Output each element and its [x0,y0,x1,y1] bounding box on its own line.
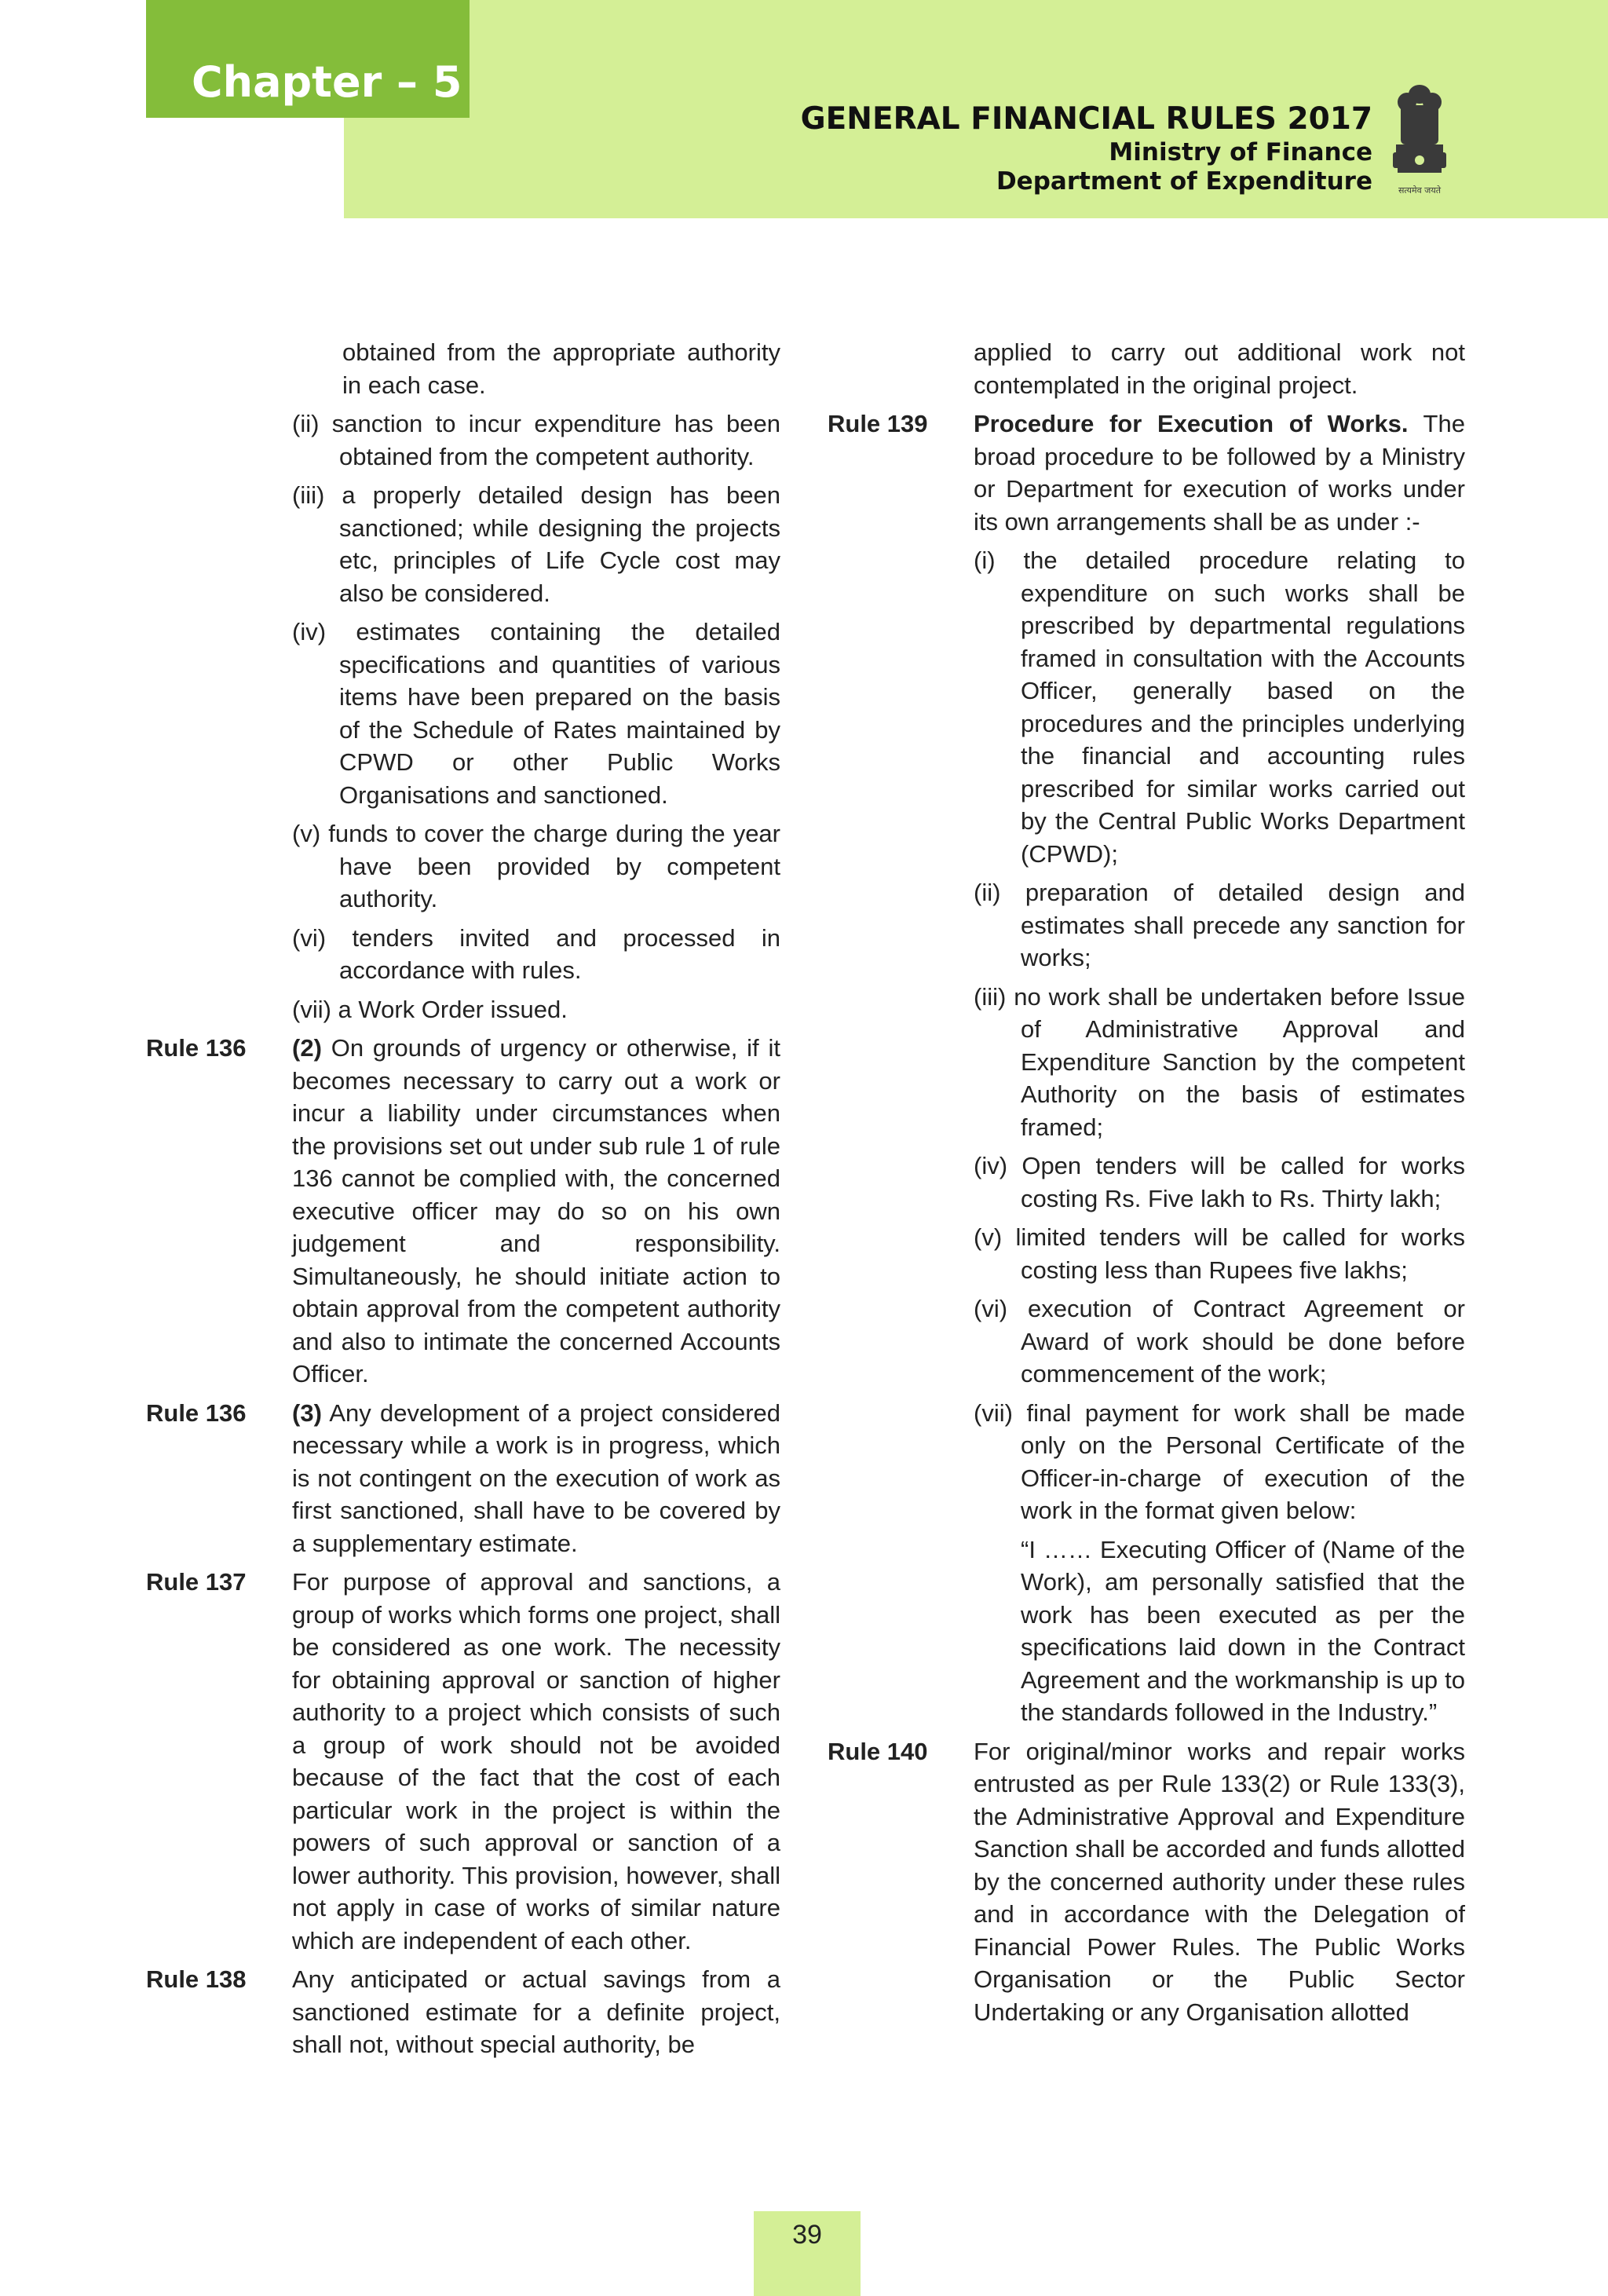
rule-text: Any anticipated or actual savings from a sanctioned estimate for a definite project, shall not, without special authority, be [292,1965,780,2058]
rule-subnumber: (3) [292,1398,322,1427]
rule-136-3 [146,1397,780,1560]
left-column [146,336,780,2061]
rule-136-2 [146,1032,780,1391]
rule-label: Rule 137 [146,1568,247,1596]
rule-text: For purpose of approval and sanctions, a group of works which forms one project, shall be considered as one work. The necessity for obtaining approval or sanction of higher authority to a project which consists of such a group of work should not be avoided because of the fact that the cost of each particular work in the project is within the powers of such approval or sanction of a lower authority. This provision, however, shall not apply in case of works of similar nature which are independent of each other. [292,1568,780,1954]
right-column [828,336,1465,2028]
list-item: (ii) preparation of detailed design and estimates shall precede any sanction for works; [974,879,1465,971]
document-title: GENERAL FINANCIAL RULES 2017 [800,101,1372,137]
rule-body-text: Any development of a project considered necessary while a work is in progress, which is not contingent on the execution of work as first sanctioned, shall have to be covered by a supplementary estimate. [292,1398,780,1557]
list-item: (vi) tenders invited and processed in accordance with rules. [292,923,780,984]
rule-label: Rule 136 [146,1398,247,1427]
list-item: (v) funds to cover the charge during the year have been provided by competent authority. [292,820,780,912]
rule-text: For original/minor works and repair works entrusted as per Rule 133(2) or Rule 133(3), the Administrative Approval and Expenditure Sanction shall be accorded and funds allotted by the concerned authority under these rules and in accordance with the Delegation of Financial Power Rules. The Public Works Organisation or the Public Sector Undertaking or any Organisation allotted [974,1737,1465,2026]
rule-label: Rule 138 [146,1965,247,1993]
rule-label: Rule 139 [828,410,928,437]
list-item: (v) limited tenders will be called for works costing less than Rupees five lakhs; [974,1223,1465,1284]
list-item: (vii) a Work Order issued. [292,995,568,1023]
rule-body-text: The broad procedure to be followed by a Ministry or Department for execution of works under its own arrangements shall be as under :- [974,410,1465,536]
rule-138 [146,1963,780,2061]
list-item: (iii) no work shall be undertaken before Issue of Administrative Approval and Expenditure Sanction by the competent Authority on the basis of estimates framed; [974,982,1465,1141]
rule-140 [828,1735,1465,2029]
list-item: (vi) execution of Contract Agreement or Award of work should be done before commencement of the work; [974,1295,1465,1387]
rule-label: Rule 140 [828,1737,928,1765]
rule-139 [828,408,1465,538]
list-item: (ii) sanction to incur expenditure has been obtained from the competent authority. [292,410,780,470]
rule-label: Rule 136 [146,1034,247,1062]
list-item: (iii) a properly detailed design has been sanctioned; while designing the projects etc, principles of Life Cycle cost may also be considered. [292,481,780,607]
list-item: (iv) estimates containing the detailed specifications and quantities of various items have been prepared on the basis of the Schedule of Rates maintained by CPWD or other Public Works Organisations and sanctioned. [292,618,780,809]
page-number: 39 [754,2211,861,2296]
list-item: (iv) Open tenders will be called for works costing Rs. Five lakh to Rs. Thirty lakh; [974,1152,1465,1212]
list-item: (vii) final payment for work shall be made only on the Personal Certificate of the Officer-in-charge of execution of the work in the format given below: [974,1398,1465,1524]
rule-text [292,1032,780,1391]
national-emblem-icon [1390,79,1449,204]
rule-subnumber: (2) [292,1034,322,1062]
rule-body-text: On grounds of urgency or otherwise, if it becomes necessary to carry out a work or incur a liability under circumstances when the provisions set out under sub rule 1 of rule 136 cannot be complied with, the concerned executive officer may do so on his own judgement and responsibility. Simultaneously, he should initiate action to obtain approval from the competent authority and also to intimate the concerned Accounts Officer. [292,1034,780,1387]
certificate-quote: “I …… Executing Officer of (Name of the Work), am personally satisfied that the work has been executed as per the specifications laid down in the Contract Agreement and the workmanship is up to the standards followed in the Industry.” [1021,1535,1465,1726]
list-item: (i) the detailed procedure relating to expenditure on such works shall be prescribed by departmental regulations framed in consultation with the Accounts Officer, generally based on the procedures and the principles underlying the financial and accounting rules prescribed for similar works carried out by the Central Public Works Department (CPWD); [974,547,1465,868]
continued-text: obtained from the appropriate authority in each case. [342,338,780,399]
chapter-tab: Chapter – 5 [146,0,470,118]
rule-137 [146,1566,780,1957]
rule-text [974,408,1465,538]
document-header [801,101,1372,196]
department-name: Department of Expenditure [996,167,1372,196]
ministry-name: Ministry of Finance [1109,138,1372,166]
rule-heading: Procedure for Execution of Works. [974,410,1409,437]
emblem-caption: सत्यमेव जयते [1398,185,1442,196]
continued-text: applied to carry out additional work not contemplated in the original project. [974,338,1465,399]
rule-text [292,1397,780,1560]
